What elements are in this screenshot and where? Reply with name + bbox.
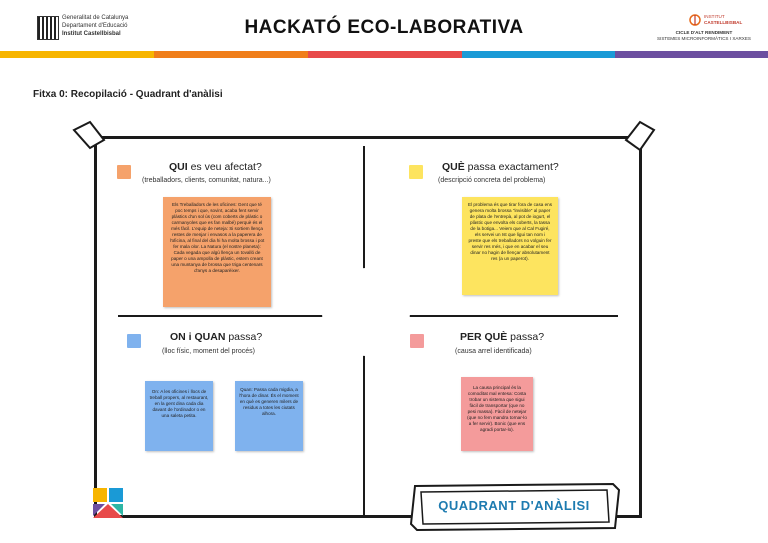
per-title-bold: PER QUÈ: [460, 331, 508, 343]
qui-note[interactable]: Els Treballadors de les oficines: Gent que té poc temps i que, sovint, acaba fent servir plàstics d'un sol ús (com coberts de plàstic o carmanyoles que es fan malbé) perquè és el més fàcil. L'equip de neteja: Si sortiem llença restes de menjar i envasos a la paperera de l'oficina, al final del dia hi ha molta brossa i pot fer mala olor. La Natura (el nostre planeta): Cada vegada que algú llença un tovalló de paper o una ampolla de plàstic, estem creant una muntanya de brossa que triga centenars d'anys a desaparèixer.: [163, 197, 271, 307]
org-line1: Generalitat de Catalunya: [62, 15, 129, 21]
inst-line2: CASTELLBISBAL: [704, 20, 743, 25]
page-title: HACKATÓ ECO-LABORATIVA: [244, 17, 524, 38]
center-circle: [322, 268, 410, 356]
stripe-blue: [462, 51, 615, 58]
qui-title-rest: es veu afectat?: [187, 161, 262, 173]
per-note[interactable]: La causa principal és la comoditat mal entesa: Costa trobar un sistema que sigui fàcil de transportar (que no pesi massa). Fàcil de netejar (que no fem mandra tornar-lo a fer servir). Bonic (que ens agradi portar-lo).: [461, 377, 533, 451]
on-title: [170, 331, 262, 343]
org-line3: Institut Castellbisbal: [62, 31, 121, 37]
sheet-subtitle: Fitxa 0: Recopilació - Quadrant d'anàlisi: [33, 89, 223, 100]
sticky-yellow-icon: [409, 165, 423, 179]
inst-line3: CICLE D'ALT RENDIMENT: [675, 30, 733, 35]
per-title-rest: passa?: [507, 331, 545, 343]
que-title-rest: passa exactament?: [464, 161, 559, 173]
qui-subtitle: (treballadors, clients, comunitat, natura...): [142, 177, 271, 184]
frame-corner-pin-icon: [70, 118, 110, 158]
qui-title: [169, 161, 262, 173]
sticky-orange-icon: [117, 165, 131, 179]
badge-title: QUADRANT D'ANÀLISI: [438, 498, 590, 513]
on-subtitle: (lloc físic, moment del procés): [162, 348, 255, 355]
stripe-red: [308, 51, 462, 58]
quan-note[interactable]: Quan: Passa cada migdia, a l'hora de dinar. És el moment en què es generen milers de residus a totes les ciutats alhora.: [235, 381, 303, 451]
institut-text: [690, 14, 750, 26]
que-note[interactable]: El problema és que tirar fora de casa ens genera molta brossa "invisible" al paper de plata de l'entrepà, al pot de iogurt, el plàstic que envolta els coberts, la tassa de la botiga... Veiem que al Cal Fugiré, els servei un Ist que ligui tan nom i preste que els treballadors no volguin fer servir res més, i que en acabar el seu dinar no hagin de llençar absolutament res (a un paperot).: [462, 197, 558, 295]
org-line2: Departament d'Educació: [62, 23, 128, 29]
color-stripes: [0, 51, 768, 58]
qui-title-bold: QUI: [169, 161, 188, 173]
on-title-rest: passa?: [225, 331, 263, 343]
on-title-bold: ON i QUAN: [170, 331, 226, 343]
inst-line4: SISTEMES MICROINFORMÀTICS I XARXES: [657, 36, 751, 41]
per-title: [460, 331, 544, 343]
stripe-purple: [615, 51, 768, 58]
que-title: [442, 161, 559, 173]
institut-cycle-text: [648, 30, 760, 42]
hackato-logo-icon: [93, 488, 123, 518]
sticky-blue-icon: [127, 334, 141, 348]
que-subtitle: (descripció concreta del problema): [438, 177, 546, 184]
stripe-yellow: [0, 51, 154, 58]
on-note[interactable]: On: A les oficines i llocs de treball propers, al restaurant, en la gent dina cada dia davant de l'ordinador o en una saleta petita.: [145, 381, 213, 451]
frame-corner-pin-icon: [618, 116, 658, 156]
inst-line1: INSTITUT: [704, 14, 725, 19]
stripe-orange: [154, 51, 308, 58]
sticky-pink-icon: [410, 334, 424, 348]
per-subtitle: (causa arrel identificada): [455, 348, 532, 355]
que-title-bold: QUÈ: [442, 161, 465, 173]
